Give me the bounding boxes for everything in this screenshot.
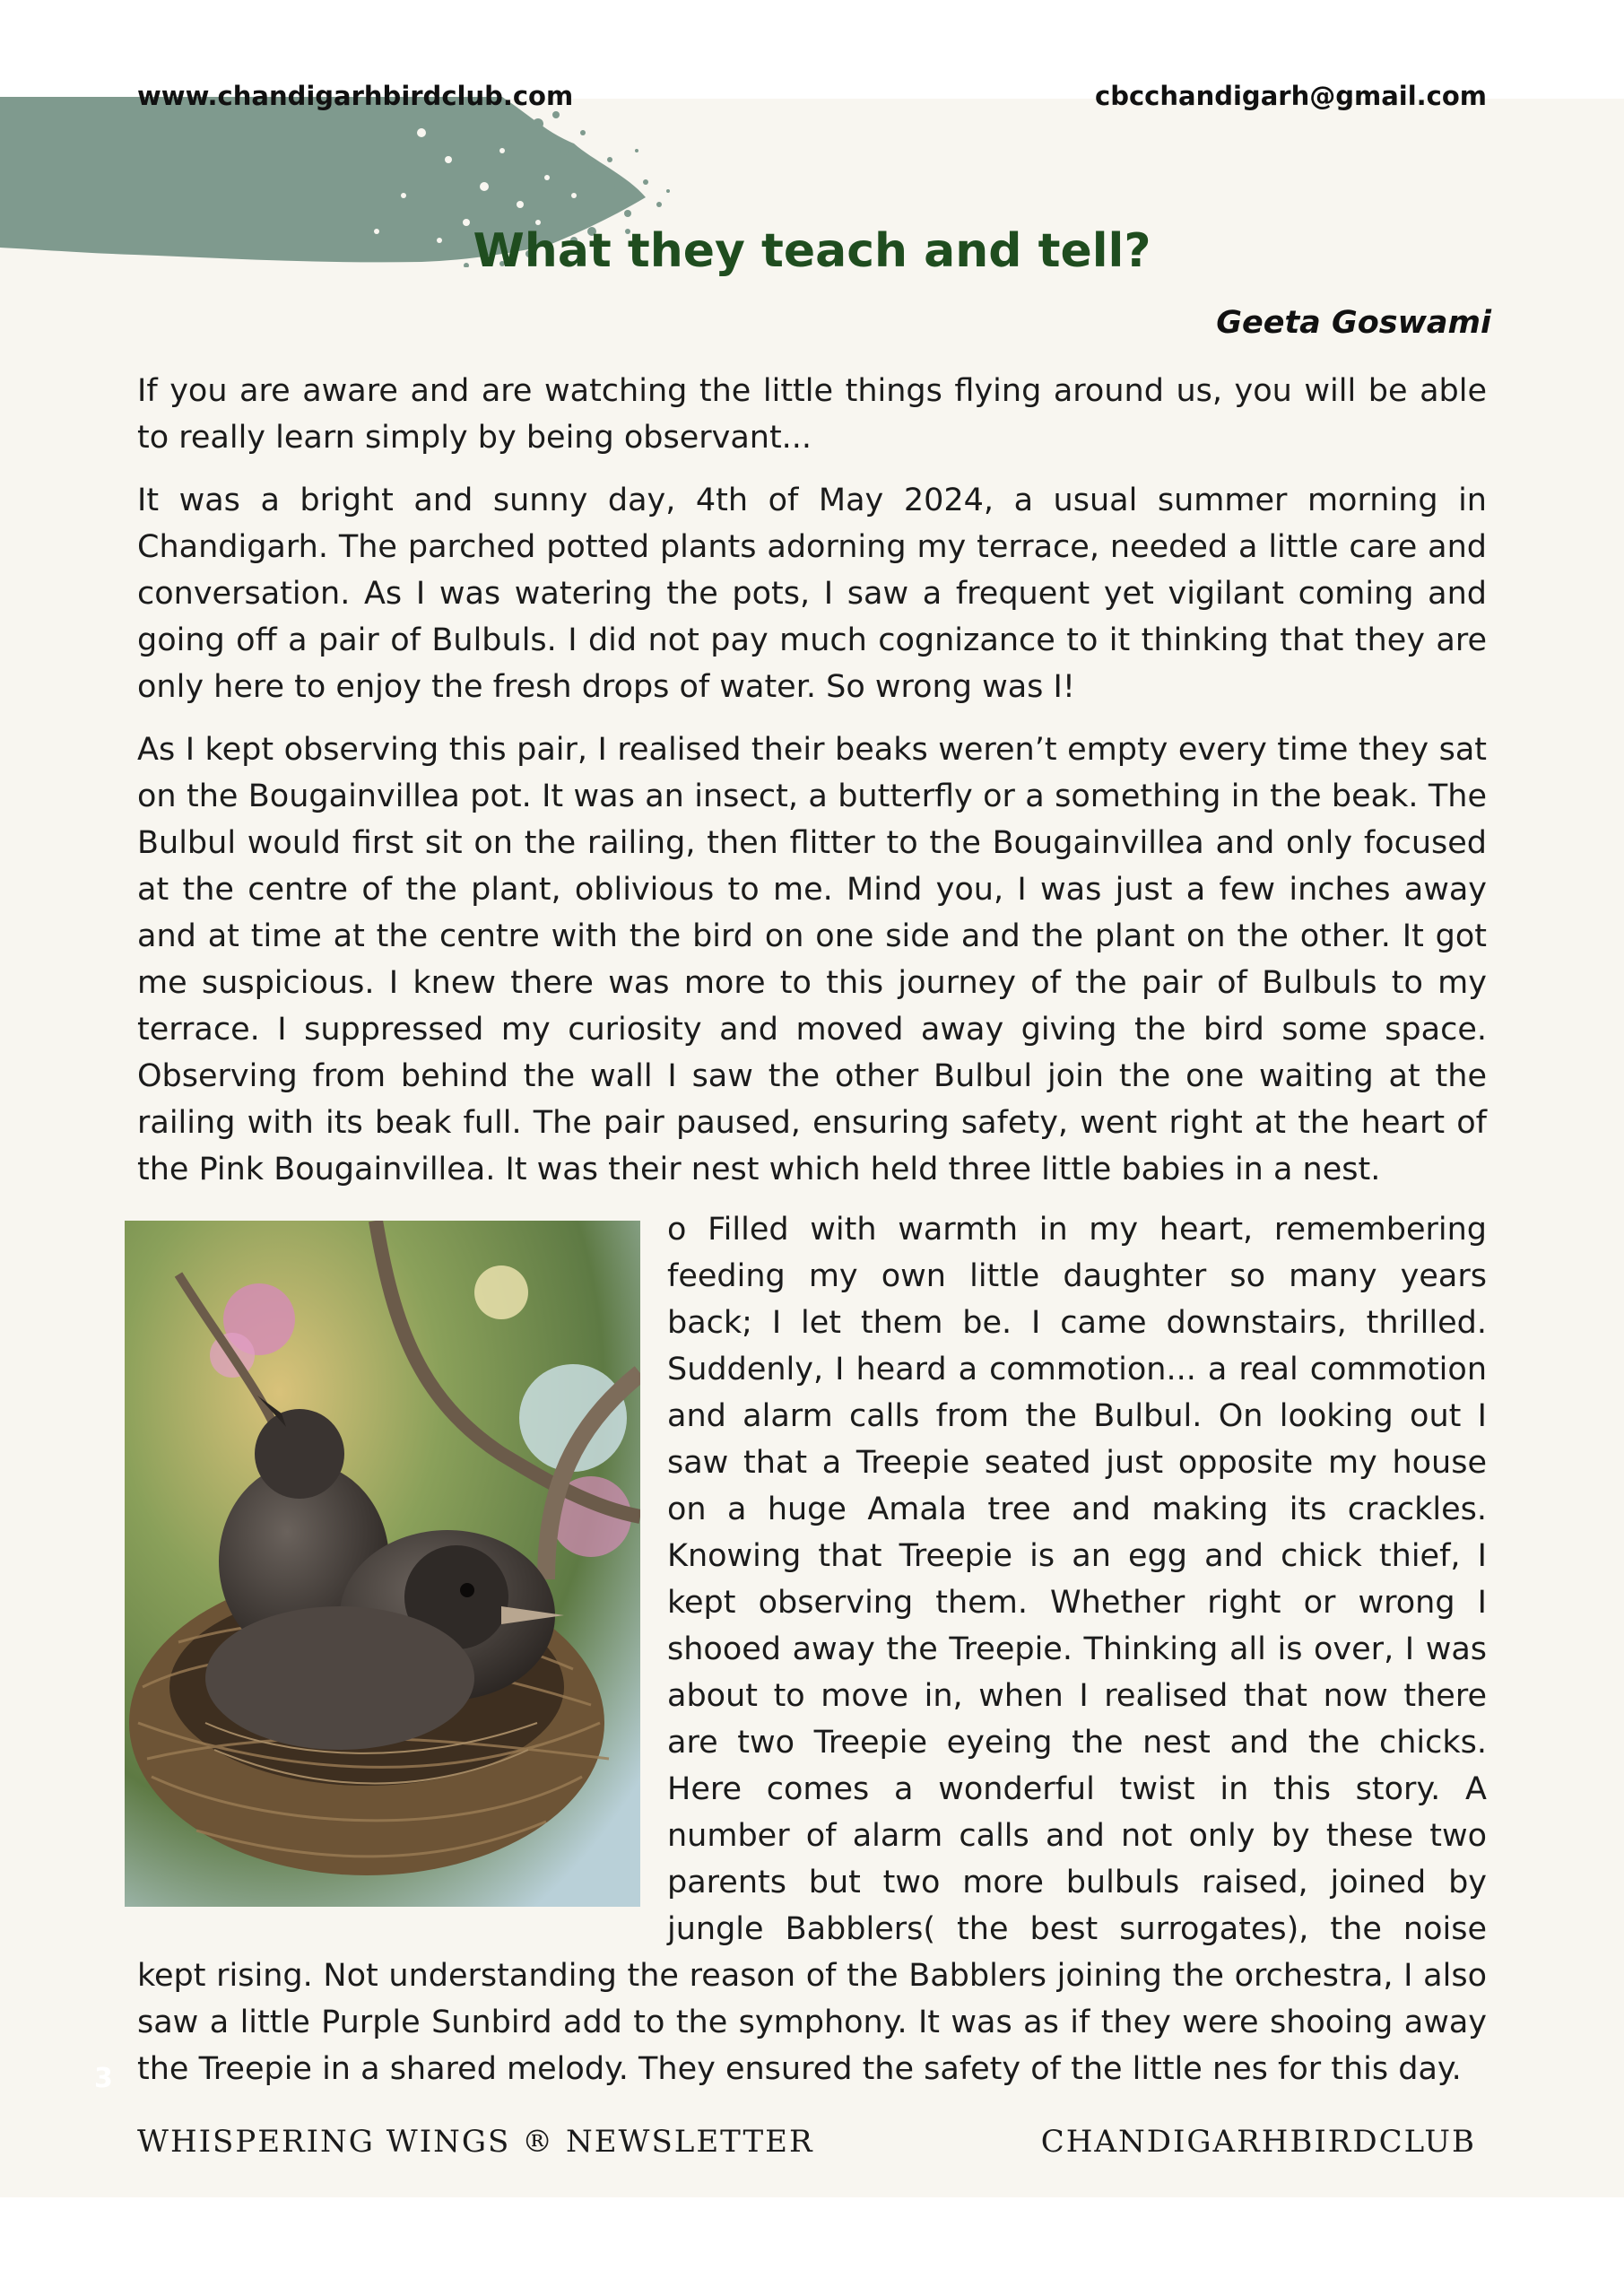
article-author: Geeta Goswami xyxy=(1216,305,1491,341)
article-paragraph-2: It was a bright and sunny day, 4th of May 2024, a usual summer morning in Chandigarh. The parched potted plants adorning my terrace, needed a little care and conversation. As I was watering the pots, I saw a frequent yet vigilant coming and going off a pair of Bulbuls. I did not pay much cognizance to it thinking that they are only here to enjoy the fresh drops of water. So wrong was I! xyxy=(137,483,1487,705)
article-title-text: What they teach and tell? xyxy=(473,224,1151,278)
newsletter-name: WHISPERING WINGS ® NEWSLETTER xyxy=(137,2124,814,2160)
article-title xyxy=(0,224,1624,278)
article-paragraph-4-block xyxy=(137,1206,1487,2092)
article-paragraph-3: As I kept observing this pair, I realised their beaks weren’t empty every time they sat on the Bougainvillea pot. It was an insect, a butterfly or a something in the beak. The Bulbul would first sit on the railing, then flitter to the Bougainvillea and only focused at the centre of the plant, oblivious to me. Mind you, I was just a few inches away and at time at the centre with the bird on one side and the plant on the other. It got me suspicious. I knew there was more to this journey of the pair of Bulbuls to my terrace. I suppressed my curiosity and moved away giving the bird some space. Observing from behind the wall I saw the other Bulbul join the one waiting at the railing with its beak full. The pair paused, ensuring safety, went right at the heart of the Pink Bougainvillea. It was their nest which held three little babies in a nest. xyxy=(137,732,1487,1187)
article-paragraph-4: o Filled with warmth in my heart, remembering feeding my own little daughter so many years back; I let them be. I came downstairs, thrilled. Suddenly, I heard a commotion... a real commotion and alarm calls from the Bulbul. On looking out I saw that a Treepie seated just opposite my house on a huge Amala tree and making its crackles. Knowing that Treepie is an egg and chick thief, I kept observing them. Whether right or wrong I shooed away the Treepie. Thinking all is over, I was about to move in, when I realised that now there are two Treepie eyeing the nest and the chicks. Here comes a wonderful twist in this story. A number of alarm calls and not only by these two parents but two more bulbuls raised, joined by jungle Babblers( the best surrogates), the noise kept rising. Not understanding the reason of the Babblers joining the orchestra, I also saw a little Purple Sunbird add to the symphony. It was as if they were shooing away the Treepie in a shared melody. They ensured the safety of the little nes for this day. xyxy=(137,1212,1487,2087)
contact-email[interactable]: cbcchandigarh@gmail.com xyxy=(1095,81,1487,111)
club-name: CHANDIGARHBIRDCLUB xyxy=(1040,2124,1476,2160)
website-url[interactable]: www.chandigarhbirdclub.com xyxy=(137,81,574,111)
page-number: 3 xyxy=(94,2063,113,2094)
article-paragraph-1: If you are aware and are watching the little things flying around us, you will be able to really learn simply by being observant... xyxy=(137,373,1487,456)
bulbul-chicks-photo xyxy=(125,1221,640,1907)
